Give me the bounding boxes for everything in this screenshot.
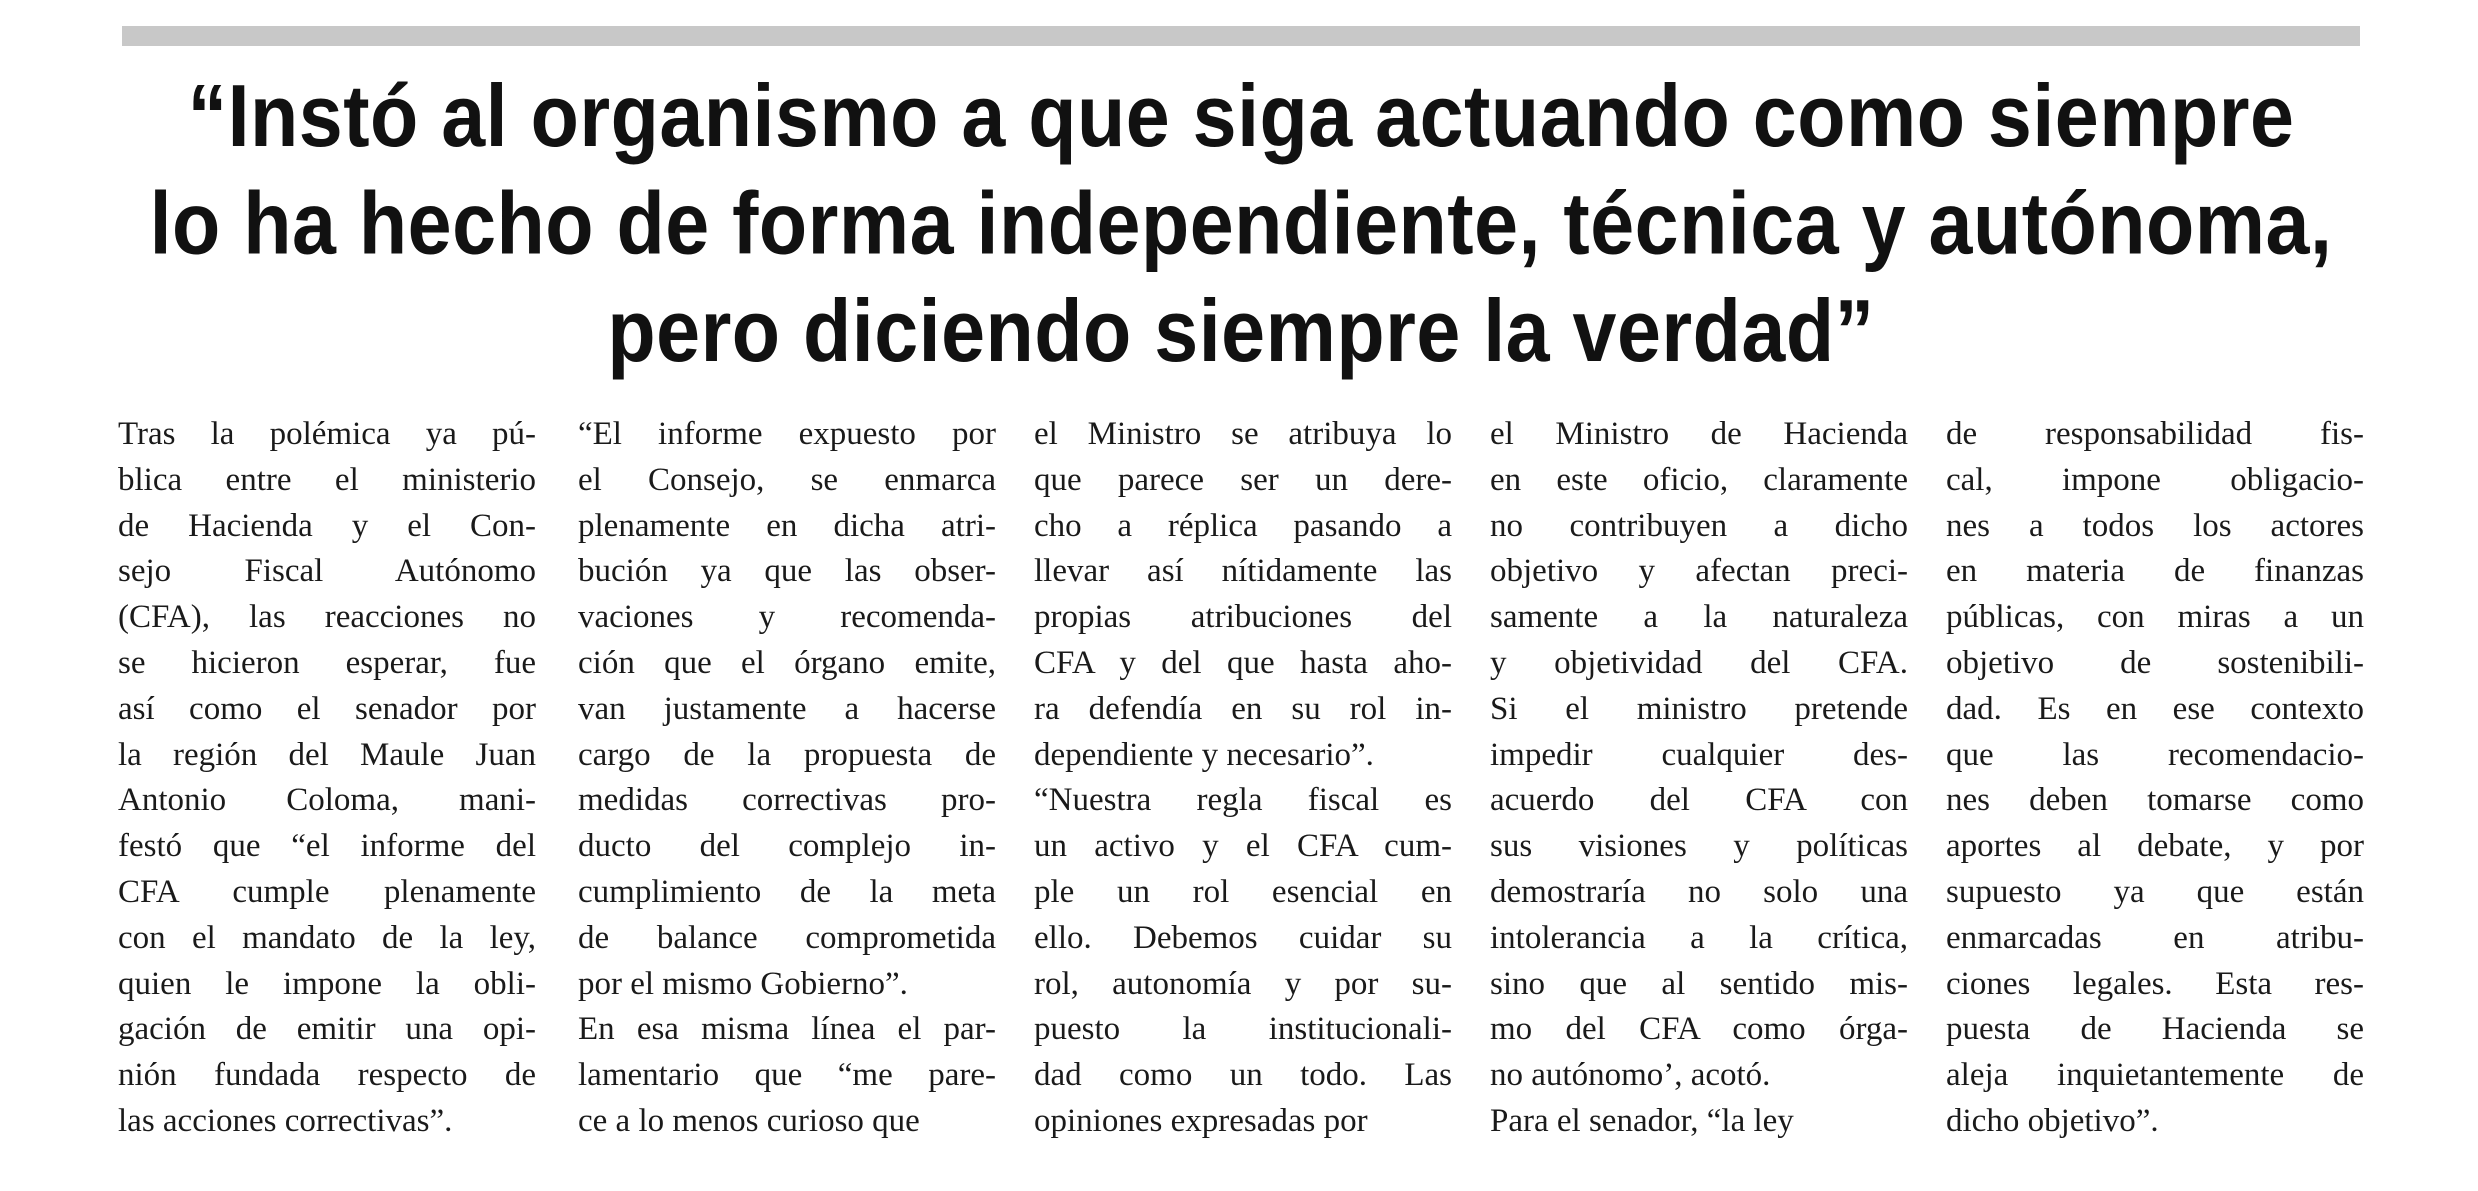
text-line: nión fundada respecto de — [118, 1057, 536, 1094]
headline — [100, 62, 2382, 385]
text-line: con el mandato de la ley, — [118, 919, 536, 956]
text-line: el Ministro de Hacienda — [1490, 416, 1908, 452]
headline-line: pero diciendo siempre la verdad” — [607, 280, 1875, 381]
article-column-4 — [1490, 412, 1908, 1145]
text-line: rol, autonomía y por su- — [1034, 965, 1452, 1002]
text-line: aleja inquietantemente de — [1946, 1057, 2364, 1094]
text-line: acuerdo del CFA con — [1490, 782, 1908, 819]
text-line: aportes al debate, y por — [1946, 828, 2364, 865]
text-line: el Consejo, se enmarca — [578, 461, 996, 498]
text-line: opiniones expresadas por — [1034, 1102, 1368, 1139]
text-line: cumplimiento de la meta — [578, 873, 996, 910]
text-line: el Ministro se atribuya lo — [1034, 416, 1452, 452]
article-column-5 — [1946, 412, 2364, 1145]
text-line: ello. Debemos cuidar su — [1034, 919, 1452, 956]
text-line: cho a réplica pasando a — [1034, 507, 1452, 544]
text-line: enmarcadas en atribu- — [1946, 919, 2364, 956]
text-line: puesta de Hacienda se — [1946, 1011, 2364, 1048]
text-line: propias atribuciones del — [1034, 599, 1452, 636]
text-line: mo del CFA como órga- — [1490, 1011, 1908, 1048]
text-line: objetivo y afectan preci- — [1490, 553, 1908, 590]
text-line: ple un rol esencial en — [1034, 873, 1452, 910]
text-line: intolerancia a la crítica, — [1490, 919, 1908, 956]
text-line: En esa misma línea el par- — [578, 1011, 996, 1048]
article-column-1 — [118, 412, 536, 1145]
text-line: plenamente en dicha atri- — [578, 507, 996, 544]
text-line: llevar así nítidamente las — [1034, 553, 1452, 590]
text-line: puesto la institucionali- — [1034, 1011, 1452, 1048]
text-line: en materia de finanzas — [1946, 553, 2364, 590]
text-line: cargo de la propuesta de — [578, 736, 996, 773]
text-line: así como el senador por — [118, 690, 536, 727]
text-line: en este oficio, claramente — [1490, 461, 1908, 498]
text-line: Tras la polémica ya pú- — [118, 416, 536, 452]
text-line: sejo Fiscal Autónomo — [118, 553, 536, 590]
text-line: lamentario que “me pare- — [578, 1057, 996, 1094]
text-line: y objetividad del CFA. — [1490, 644, 1908, 681]
article-column-3 — [1034, 412, 1452, 1145]
text-line: ra defendía en su rol in- — [1034, 690, 1452, 727]
text-line: ciones legales. Esta res- — [1946, 965, 2364, 1002]
text-line: objetivo de sostenibili- — [1946, 644, 2364, 681]
text-line: vaciones y recomenda- — [578, 599, 996, 636]
text-line: impedir cualquier des- — [1490, 736, 1908, 773]
text-line: de responsabilidad fis- — [1946, 416, 2364, 452]
text-line: medidas correctivas pro- — [578, 782, 996, 819]
text-line: no autónomo’, acotó. — [1490, 1057, 1771, 1094]
text-line: cal, impone obligacio- — [1946, 461, 2364, 498]
text-line: públicas, con miras a un — [1946, 599, 2364, 636]
text-line: no contribuyen a dicho — [1490, 507, 1908, 544]
text-line: festó que “el informe del — [118, 828, 536, 865]
top-rule — [122, 26, 2360, 46]
text-line: dependiente y necesario”. — [1034, 736, 1374, 773]
text-line: CFA y del que hasta aho- — [1034, 644, 1452, 681]
headline-line: “Instó al organismo a que siga actuando como siempre — [187, 65, 2295, 166]
text-line: demostraría no solo una — [1490, 873, 1908, 910]
text-line: “Nuestra regla fiscal es — [1034, 782, 1452, 819]
text-line: quien le impone la obli- — [118, 965, 536, 1002]
text-line: nes a todos los actores — [1946, 507, 2364, 544]
article-column-2 — [578, 412, 996, 1145]
text-line: supuesto ya que están — [1946, 873, 2364, 910]
text-line: de Hacienda y el Con- — [118, 507, 536, 544]
text-line: Antonio Coloma, mani- — [118, 782, 536, 819]
text-line: de balance comprometida — [578, 919, 996, 956]
text-line: blica entre el ministerio — [118, 461, 536, 498]
text-line: dicho objetivo”. — [1946, 1102, 2159, 1139]
text-line: que parece ser un dere- — [1034, 461, 1452, 498]
text-line: que las recomendacio- — [1946, 736, 2364, 773]
text-line: se hicieron esperar, fue — [118, 644, 536, 681]
text-line: samente a la naturaleza — [1490, 599, 1908, 636]
text-line: ción que el órgano emite, — [578, 644, 996, 681]
text-line: van justamente a hacerse — [578, 690, 996, 727]
text-line: un activo y el CFA cum- — [1034, 828, 1452, 865]
text-line: por el mismo Gobierno”. — [578, 965, 908, 1002]
headline-line: lo ha hecho de forma independiente, técnica y autónoma, — [149, 172, 2333, 273]
text-line: ce a lo menos curioso que — [578, 1102, 920, 1139]
text-line: sino que al sentido mis- — [1490, 965, 1908, 1002]
text-line: las acciones correctivas”. — [118, 1102, 453, 1139]
text-line: ducto del complejo in- — [578, 828, 996, 865]
text-line: la región del Maule Juan — [118, 736, 536, 773]
text-line: gación de emitir una opi- — [118, 1011, 536, 1048]
text-line: “El informe expuesto por — [578, 416, 996, 452]
text-line: dad. Es en ese contexto — [1946, 690, 2364, 727]
text-line: sus visiones y políticas — [1490, 828, 1908, 865]
text-line: nes deben tomarse como — [1946, 782, 2364, 819]
text-line: Si el ministro pretende — [1490, 690, 1908, 727]
text-line: CFA cumple plenamente — [118, 873, 536, 910]
text-line: Para el senador, “la ley — [1490, 1102, 1794, 1139]
text-line: bución ya que las obser- — [578, 553, 996, 590]
text-line: (CFA), las reacciones no — [118, 599, 536, 636]
text-line: dad como un todo. Las — [1034, 1057, 1452, 1094]
